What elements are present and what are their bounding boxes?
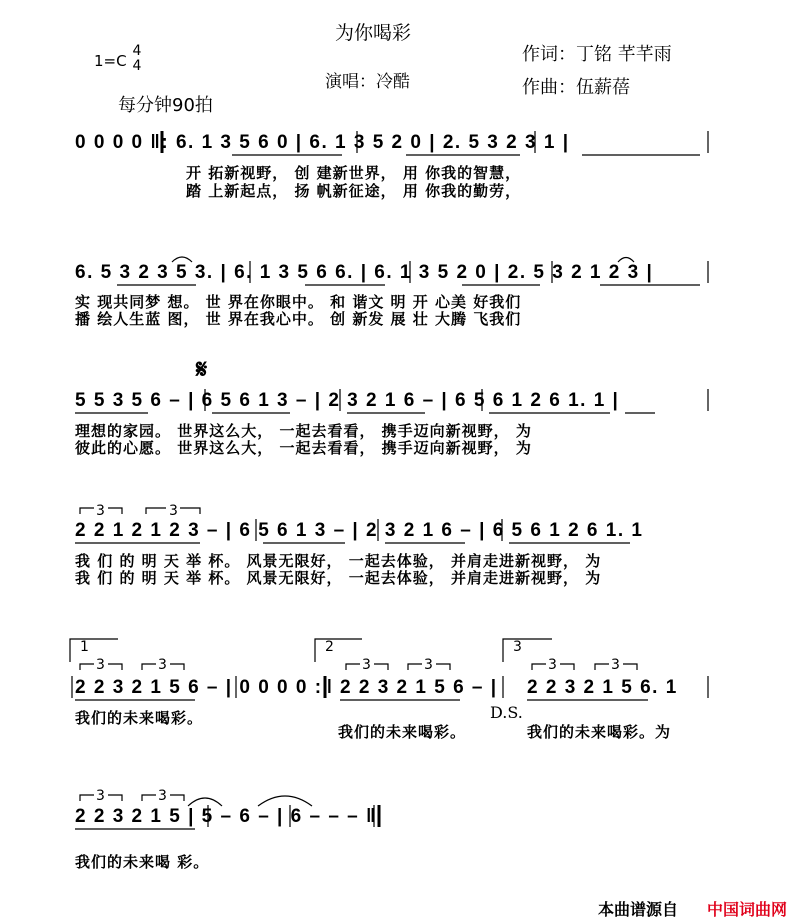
lyric-line-5-ending-3: 我们的未来喝彩。为 <box>527 723 672 741</box>
triplet-mark: 3 <box>96 788 105 804</box>
tempo-marking: 每分钟90拍 <box>118 95 213 116</box>
volta-2-label: 2 <box>325 639 334 655</box>
source-label: 本曲谱源自 <box>598 900 679 919</box>
lyric-line-6: 我们的未来喝 彩。 <box>75 853 210 871</box>
lyric-line-3-verse-2: 彼此的心愿。 世界这么大， 一起去看看， 携手迈向新视野， 为 <box>75 439 532 457</box>
volta-3-label: 3 <box>513 639 522 655</box>
notation-line-1: 0 0 0 0 ‖: 6. 1 3 5 6 0 | 6. 1 3 5 2 0 | 2. 5 3 2 3 1 | <box>75 132 570 153</box>
lyricist-credit: 作词：丁铭 芊芊雨 <box>522 44 672 65</box>
composer-credit: 作曲：伍薪蓓 <box>522 77 630 98</box>
segno-sign: 𝄋 <box>196 355 208 385</box>
dal-segno-mark: D.S. <box>490 703 523 722</box>
lyric-line-4-verse-2: 我 们 的 明 天 举 杯。 风景无限好， 一起去体验， 并肩走进新视野， 为 <box>75 569 602 587</box>
triplet-mark: 3 <box>548 657 557 673</box>
triplet-mark: 3 <box>96 657 105 673</box>
source-site-link[interactable]: 中国词曲网 <box>707 900 788 919</box>
lyric-line-5-ending-1: 我们的未来喝彩。 <box>75 709 204 727</box>
triplet-mark: 3 <box>169 503 178 519</box>
time-signature-top: 4 <box>132 43 142 59</box>
singer-credit: 演唱：冷酷 <box>325 72 410 92</box>
key-signature: 1=C <box>94 52 127 70</box>
song-title: 为你喝彩 <box>335 22 412 44</box>
triplet-mark: 3 <box>611 657 620 673</box>
lyric-line-4-verse-1: 我 们 的 明 天 举 杯。 风景无限好， 一起去体验， 并肩走进新视野， 为 <box>75 552 602 570</box>
triplet-mark: 3 <box>96 503 105 519</box>
notation-line-5-ending-2: 2 2 3 2 1 5 6 – | <box>340 677 498 698</box>
notation-line-3: 5 5 3 5 6 – | 6 5 6 1 3 – | 2 3 2 1 6 – | 6 5 6 1 2 6 1. 1 | <box>75 390 620 411</box>
lyric-line-2-verse-1: 实 现共同梦 想。 世 界在你眼中。 和 谐文 明 开 心美 好我们 <box>75 293 522 311</box>
notation-line-4: 2 2 1 2 1 2 3 – | 6 5 6 1 3 – | 2 3 2 1 6 – | 6 5 6 1 2 6 1. 1 <box>75 520 644 541</box>
triplet-mark: 3 <box>424 657 433 673</box>
notation-line-2: 6. 5 3 2 3 5 3. | 6. 1 3 5 6 6. | 6. 1 3 5 2 0 | 2. 5 3 2 1 2 3 | <box>75 262 654 283</box>
time-signature-bottom: 4 <box>132 58 142 74</box>
volta-1-label: 1 <box>80 639 89 655</box>
triplet-mark: 3 <box>362 657 371 673</box>
triplet-mark: 3 <box>158 788 167 804</box>
lyric-line-1-verse-2: 踏 上新起点， 扬 帆新征途， 用 你我的勤劳， <box>186 182 522 200</box>
triplet-mark: 3 <box>158 657 167 673</box>
notation-line-5-ending-1: 2 2 3 2 1 5 6 – | 0 0 0 0 :‖ <box>75 677 334 698</box>
lyric-line-1-verse-1: 开 拓新视野， 创 建新世界， 用 你我的智慧， <box>186 164 522 182</box>
notation-line-5-ending-3: 2 2 3 2 1 5 6. 1 <box>527 677 678 698</box>
lyric-line-3-verse-1: 理想的家园。 世界这么大， 一起去看看， 携手迈向新视野， 为 <box>75 422 532 440</box>
lyric-line-5-ending-2: 我们的未来喝彩。 <box>338 723 467 741</box>
notation-line-6: 2 2 3 2 1 5 | 5 – 6 – | 6 – – – ‖ <box>75 806 377 827</box>
lyric-line-2-verse-2: 播 绘人生蓝 图， 世 界在我心中。 创 新发 展 壮 大腾 飞我们 <box>75 310 522 328</box>
